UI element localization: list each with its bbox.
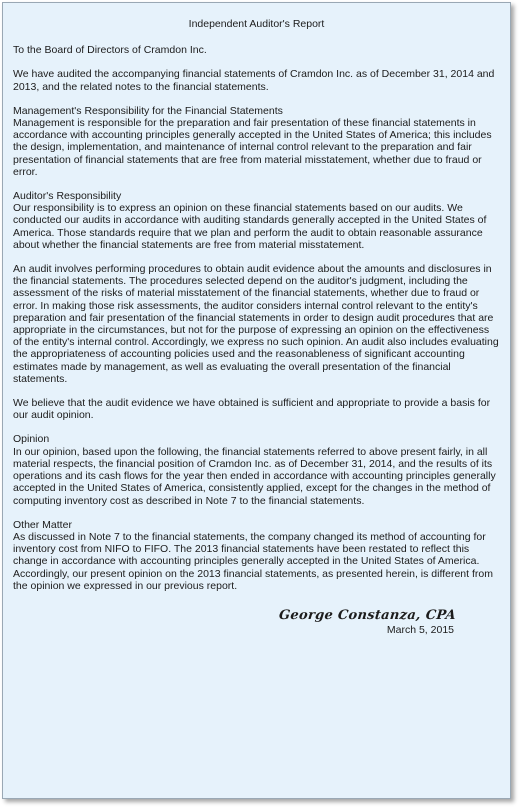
auditor-heading: Auditor's Responsibility <box>13 190 122 203</box>
auditor-body: Our responsibility is to express an opinion on these financial statements based on our audits. We conducted our audits in accordance with auditing standards generally accepted in the United States of America. Those standards require that we plan and perform the audit to obtain reasonable assurance about whether the financial statements are free from material misstatement. <box>13 202 487 251</box>
other-matter-body: As discussed in Note 7 to the financial statements, the company changed its method of accounting for inventory cost from NIFO to FIFO. The 2013 financial statements have been restated to reflect this change in accordance with accounting principles generally accepted in the United States of America. Accordingly, our present opinion on the 2013 financial statements, as presented herein, is different from the opinion we expressed in our previous report. <box>13 530 493 592</box>
auditor-signature: George Constanza, CPA <box>278 607 457 623</box>
management-heading: Management's Responsibility for the Financial Statements <box>13 104 283 117</box>
other-matter-heading: Other Matter <box>13 518 72 531</box>
signature-block <box>13 608 500 636</box>
report-page <box>2 2 511 799</box>
other-matter-section <box>13 519 500 592</box>
opinion-body: In our opinion, based upon the following, the financial statements referred to above present fairly, in all material respects, the financial position of Cramdon Inc. as of December 31, 2014, and the results of its operations and its cash flows for the year then ended in accordance with accounting principles generally accepted in the United States of America, consistently applied, except for the changes in the method of computing inventory cost as described in Note 7 to the financial statements. <box>13 445 496 507</box>
opinion-section <box>13 433 500 506</box>
report-title: Independent Auditor's Report <box>188 18 325 30</box>
management-section <box>13 105 500 178</box>
intro-paragraph: We have audited the accompanying financial statements of Cramdon Inc. as of December 31, 2014 and 2013, and the related notes to the financial statements. <box>13 68 495 93</box>
opinion-heading: Opinion <box>13 433 50 446</box>
report-date: March 5, 2015 <box>386 623 454 636</box>
management-body: Management is responsible for the preparation and fair presentation of these financial statements in accordance with accounting principles generally accepted in the United States of America; this includes the design, implementation, and maintenance of internal control relevant to the preparation and fair presentation of financial statements that are free from material misstatement, whether due to fraud or error. <box>13 117 492 178</box>
auditor-section <box>13 190 500 251</box>
evidence-paragraph: We believe that the audit evidence we have obtained is sufficient and appropriate to provide a basis for our audit opinion. <box>13 397 491 422</box>
procedures-paragraph: An audit involves performing procedures to obtain audit evidence about the amounts and disclosures in the financial statements. The procedures selected depend on the auditor's judgment, including the assessment of the risks of material misstatement of the financial statements, whether due to fraud or error. In making those risk assessments, the auditor considers internal control relevant to the entity's preparation and fair presentation of the financial statements in order to design audit procedures that are appropriate in the circumstances, but not for the purpose of expressing an opinion on the effectiveness of the entity's internal control. Accordingly, we express no such opinion. An audit also includes evaluating the appropriateness of accounting policies used and the reasonableness of significant accounting estimates made by management, as well as evaluating the overall presentation of the financial statements. <box>13 263 499 385</box>
addressee: To the Board of Directors of Cramdon Inc. <box>13 44 207 57</box>
